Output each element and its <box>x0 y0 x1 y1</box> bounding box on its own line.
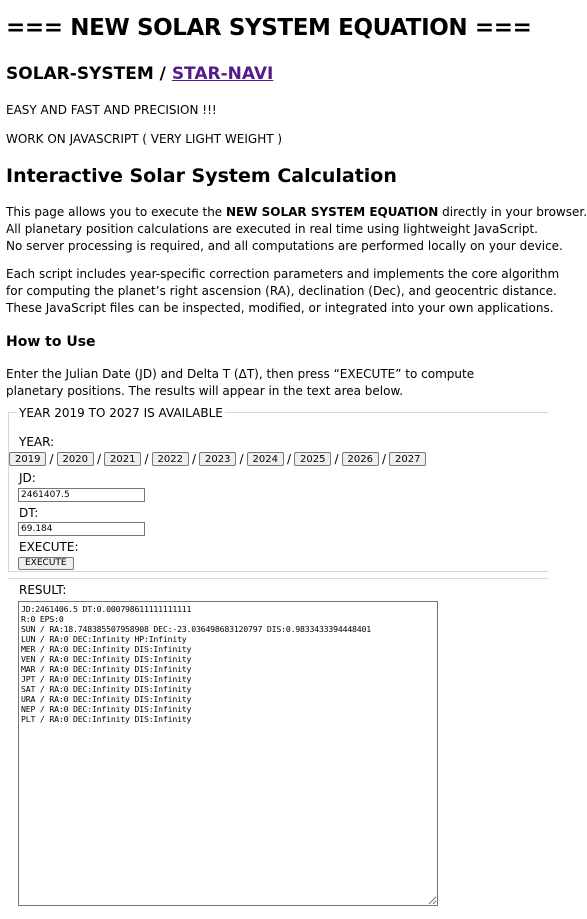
page-subtitle <box>6 63 273 85</box>
year-2022-button[interactable]: 2022 <box>152 452 189 466</box>
year-button-row <box>9 452 426 466</box>
year-2025-button[interactable]: 2025 <box>294 452 331 466</box>
para2-line-3: These JavaScript files can be inspected, modified, or integrated into your own applications. <box>6 301 554 315</box>
result-label: RESULT: <box>19 583 67 597</box>
section-title: Interactive Solar System Calculation <box>6 165 397 187</box>
how-line-1: Enter the Julian Date (JD) and Delta T (ΔT), then press “EXECUTE” to compute <box>6 367 475 381</box>
description-paragraph-2 <box>6 266 559 317</box>
dt-label: DT: <box>19 506 39 520</box>
para2-line-2: for computing the planet’s right ascension (RA), declination (Dec), and geocentric distance. <box>6 284 557 298</box>
year-availability-legend: YEAR 2019 TO 2027 IS AVAILABLE <box>19 406 223 420</box>
year-separator: / <box>334 452 339 466</box>
year-2021-button[interactable]: 2021 <box>104 452 141 466</box>
year-separator: / <box>144 452 149 466</box>
execute-button[interactable]: EXECUTE <box>18 557 74 570</box>
how-to-use-title: How to Use <box>6 334 96 350</box>
page-title: === NEW SOLAR SYSTEM EQUATION === <box>6 15 532 41</box>
intro-line-2: WORK ON JAVASCRIPT ( VERY LIGHT WEIGHT ) <box>6 132 283 146</box>
para1-line-3: No server processing is required, and all computations are performed locally on your device. <box>6 239 563 253</box>
result-textarea[interactable] <box>18 601 438 906</box>
para2-line-1: Each script includes year-specific correction parameters and implements the core algorithm <box>6 267 560 281</box>
jd-label: JD: <box>19 471 36 485</box>
year-label: YEAR: <box>19 435 55 449</box>
description-paragraph-1 <box>6 204 587 255</box>
year-2019-button[interactable]: 2019 <box>9 452 46 466</box>
jd-input[interactable] <box>18 488 145 502</box>
intro-line-1: EASY AND FAST AND PRECISION !!! <box>6 103 217 117</box>
execute-label: EXECUTE: <box>19 540 79 554</box>
year-2020-button[interactable]: 2020 <box>57 452 94 466</box>
para1-line-2: All planetary position calculations are executed in real time using lightweight JavaScript. <box>6 222 538 236</box>
year-separator: / <box>96 452 101 466</box>
page <box>0 0 538 43</box>
year-separator: / <box>49 452 54 466</box>
year-2024-button[interactable]: 2024 <box>247 452 284 466</box>
year-2026-button[interactable]: 2026 <box>342 452 379 466</box>
para1-line-1: This page allows you to execute the NEW SOLAR SYSTEM EQUATION directly in your browser. <box>6 205 587 219</box>
year-2023-button[interactable]: 2023 <box>199 452 236 466</box>
dt-input[interactable] <box>18 522 145 536</box>
year-separator: / <box>381 452 386 466</box>
year-separator: / <box>286 452 291 466</box>
equation-name: NEW SOLAR SYSTEM EQUATION <box>226 205 439 219</box>
how-line-2: planetary positions. The results will appear in the text area below. <box>6 384 404 398</box>
subtitle-prefix: SOLAR-SYSTEM / <box>6 64 172 84</box>
star-navi-link[interactable]: STAR-NAVI <box>171 64 274 84</box>
year-separator: / <box>239 452 244 466</box>
year-2027-button[interactable]: 2027 <box>389 452 426 466</box>
how-to-use-paragraph <box>6 366 474 400</box>
year-separator: / <box>191 452 196 466</box>
